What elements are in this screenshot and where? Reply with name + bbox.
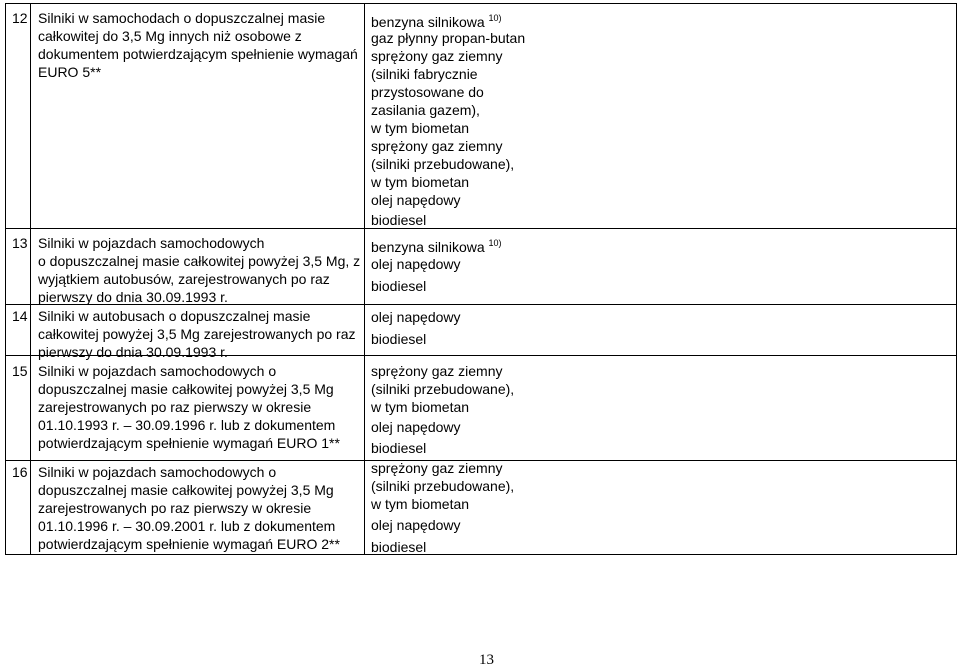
row-description: Silniki w samochodach o dopuszczalnej masie całkowitej do 3,5 Mg innych niż osobowe z dokumentem potwierdzającym spełnienie wymagań EURO 5** bbox=[38, 10, 358, 80]
row-divider bbox=[5, 228, 957, 229]
fuel-item: olej napędowy bbox=[371, 256, 461, 272]
fuel-item: olej napędowy bbox=[371, 517, 461, 533]
row-description: Silniki w pojazdach samochodowych o dopuszczalnej masie całkowitej powyżej 3,5 Mg, z wyjątkiem autobusów, zarejestrowanych po raz pierwszy do dnia 30.09.1993 r. bbox=[38, 235, 361, 305]
page-number: 13 bbox=[479, 652, 494, 668]
fuel-item: przystosowane do bbox=[371, 84, 484, 100]
fuel-item: biodiesel bbox=[371, 278, 427, 294]
fuel-item: zasilania gazem), bbox=[371, 102, 480, 118]
table-border-left bbox=[5, 3, 6, 555]
fuel-item: w tym biometan bbox=[371, 496, 470, 512]
row-description: Silniki w pojazdach samochodowych o dopuszczalnej masie całkowitej powyżej 3,5 Mg zarejestrowanych po raz pierwszy w okresie 01.10.1996 r. – 30.09.2001 r. lub z dokumentem potwierdzającym spełnienie wymagań EURO 2** bbox=[38, 464, 340, 552]
table-border-top bbox=[5, 3, 957, 4]
fuel-item: sprężony gaz ziemny bbox=[371, 363, 503, 379]
fuel-item: (silniki przebudowane), bbox=[371, 156, 515, 172]
table-border-right bbox=[956, 3, 957, 555]
fuel-item: w tym biometan bbox=[371, 174, 470, 190]
row-number: 13 bbox=[12, 235, 28, 251]
fuel-item: olej napędowy bbox=[371, 192, 461, 208]
row-description: Silniki w autobusach o dopuszczalnej masie całkowitej powyżej 3,5 Mg zarejestrowanych po raz pierwszy do dnia 30.09.1993 r. bbox=[38, 308, 356, 360]
fuel-item: biodiesel bbox=[371, 212, 427, 228]
fuel-item: biodiesel bbox=[371, 539, 427, 555]
fuel-item: biodiesel bbox=[371, 440, 427, 456]
table-border-bottom bbox=[5, 554, 957, 555]
row-description: Silniki w pojazdach samochodowych o dopuszczalnej masie całkowitej powyżej 3,5 Mg zarejestrowanych po raz pierwszy w okresie 01.10.1993 r. – 30.09.1996 r. lub z dokumentem potwierdzającym spełnienie wymagań EURO 1** bbox=[38, 363, 340, 451]
fuel-item: olej napędowy bbox=[371, 419, 461, 435]
row-number: 16 bbox=[12, 464, 28, 480]
row-number: 12 bbox=[12, 10, 28, 26]
fuel-item: (silniki fabrycznie bbox=[371, 66, 478, 82]
fuel-item: biodiesel bbox=[371, 331, 427, 347]
fuel-item: w tym biometan bbox=[371, 399, 470, 415]
fuel-item: sprężony gaz ziemny bbox=[371, 48, 503, 64]
fuel-item: gaz płynny propan-butan bbox=[371, 30, 526, 46]
fuel-item: olej napędowy bbox=[371, 309, 461, 325]
footnote-ref: 10) bbox=[488, 13, 502, 23]
row-number: 15 bbox=[12, 363, 28, 379]
fuel-item: benzyna silnikowa $^{10)}$ bbox=[371, 238, 502, 255]
column-divider bbox=[30, 3, 31, 555]
fuel-item: sprężony gaz ziemny bbox=[371, 460, 503, 476]
column-divider bbox=[364, 3, 365, 555]
fuel-item: (silniki przebudowane), bbox=[371, 381, 515, 397]
fuel-item: sprężony gaz ziemny bbox=[371, 138, 503, 154]
fuel-item: (silniki przebudowane), bbox=[371, 478, 515, 494]
footnote-ref: 10) bbox=[488, 238, 502, 248]
fuel-item: benzyna silnikowa $^{10)}$ bbox=[371, 13, 502, 30]
row-number: 14 bbox=[12, 308, 28, 324]
fuel-item: w tym biometan bbox=[371, 120, 470, 136]
